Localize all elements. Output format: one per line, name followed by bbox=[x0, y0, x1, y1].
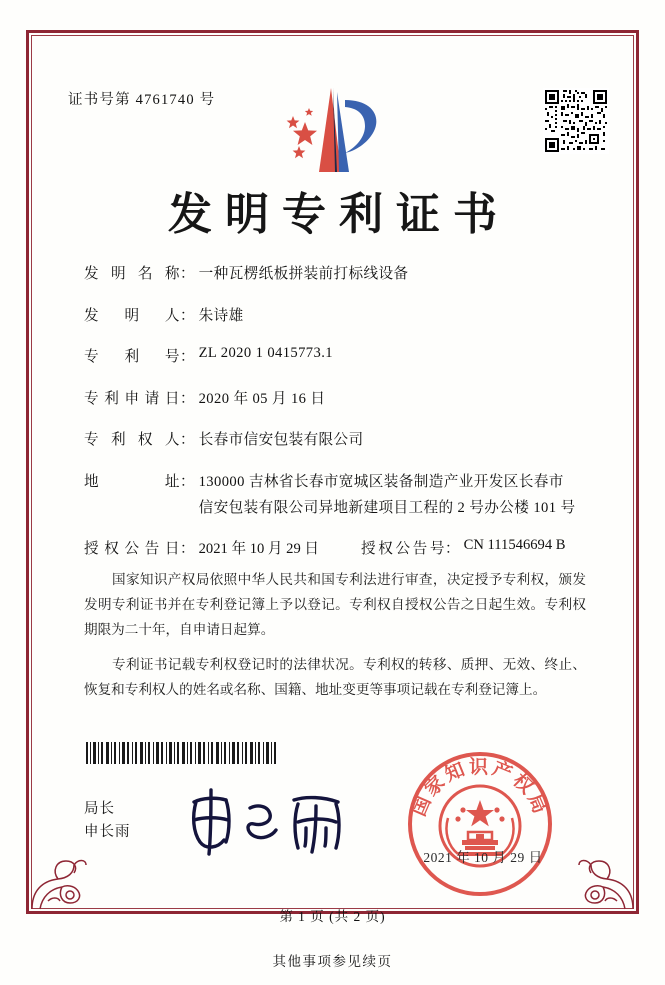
barcode bbox=[84, 742, 280, 764]
field-label-patent-number: 专利号 bbox=[84, 349, 180, 365]
body-paragraph-2: 专利证书记载专利权登记时的法律状况。专利权的转移、质押、无效、终止、恢复和专利权人的姓名或名称、国籍、地址变更等事项记载在专利登记簿上。 bbox=[84, 657, 586, 698]
field-patentee bbox=[84, 428, 584, 449]
field-grant-row bbox=[84, 537, 584, 558]
patent-details bbox=[84, 262, 584, 574]
field-address bbox=[84, 470, 584, 517]
field-colon: ： bbox=[180, 266, 195, 282]
field-application-date bbox=[84, 387, 584, 408]
page-title: 发明专利证书 bbox=[168, 190, 510, 239]
field-colon: ： bbox=[445, 541, 460, 557]
field-colon: ： bbox=[180, 432, 195, 448]
body-paragraph-1: 国家知识产权局依照中华人民共和国专利法进行审查，决定授予专利权，颁发发明专利证书并在专利登记簿上予以登记。专利权自授权公告之日起生效。专利权期限为二十年，自申请日起算。 bbox=[84, 572, 586, 638]
field-value-invention-name: 一种瓦楞纸板拼装前打标线设备 bbox=[198, 266, 409, 282]
director-handwritten-signature bbox=[182, 782, 352, 860]
certificate-number: 证书号第 4761740 号 bbox=[68, 92, 216, 108]
field-label-invention-name: 发明名称 bbox=[84, 266, 180, 282]
director-signature-block bbox=[84, 798, 131, 844]
qr-code bbox=[543, 88, 609, 154]
cnipa-official-seal bbox=[404, 748, 556, 900]
director-title-label: 局长 bbox=[84, 801, 115, 817]
footer-note: 其他事项参见续页 bbox=[272, 954, 393, 970]
field-value-inventor: 朱诗雄 bbox=[198, 307, 244, 324]
field-colon: ： bbox=[180, 390, 195, 407]
director-name: 申长雨 bbox=[84, 824, 131, 840]
field-invention-name bbox=[84, 262, 584, 283]
certificate-body bbox=[84, 568, 586, 713]
address-line-2: 信安包装有限公司异地新建项目工程的 2 号办公楼 101 号 bbox=[198, 499, 576, 516]
field-value-address bbox=[199, 470, 584, 517]
field-value-grant-date: 2021 年 10 月 29 日 bbox=[198, 541, 320, 557]
cnipa-logo bbox=[275, 82, 395, 182]
field-colon: ： bbox=[180, 307, 195, 324]
page-indicator: 第 1 页 (共 2 页) bbox=[279, 909, 386, 924]
field-label-grant-number: 授权公告号 bbox=[361, 541, 446, 557]
field-value-patent-number: ZL 2020 1 0415773.1 bbox=[198, 345, 333, 361]
field-value-grant-number: CN 111546694 B bbox=[463, 537, 566, 553]
field-value-application-date: 2020 年 05 月 16 日 bbox=[198, 390, 326, 407]
field-colon: ： bbox=[180, 349, 195, 365]
field-patent-number bbox=[84, 345, 584, 366]
field-inventor bbox=[84, 304, 584, 325]
field-label-inventor: 发明人 bbox=[84, 307, 180, 324]
field-label-grant-date: 授权公告日 bbox=[84, 541, 180, 557]
field-label-patentee: 专利权人 bbox=[84, 432, 180, 448]
field-value-patentee: 长春市信安包装有限公司 bbox=[198, 432, 364, 448]
field-grant-number bbox=[361, 537, 566, 558]
svg-text:国家知识产权局: 国家知识产权局 bbox=[408, 757, 552, 820]
seal-date: 2021 年 10 月 29 日 bbox=[423, 850, 543, 865]
field-label-address: 地址 bbox=[84, 473, 180, 490]
address-line-1: 130000 吉林省长春市宽城区装备制造产业开发区长春市 bbox=[198, 473, 564, 490]
field-colon: ： bbox=[180, 541, 195, 557]
field-label-application-date: 专利申请日 bbox=[84, 390, 180, 407]
field-colon: ： bbox=[180, 473, 195, 490]
